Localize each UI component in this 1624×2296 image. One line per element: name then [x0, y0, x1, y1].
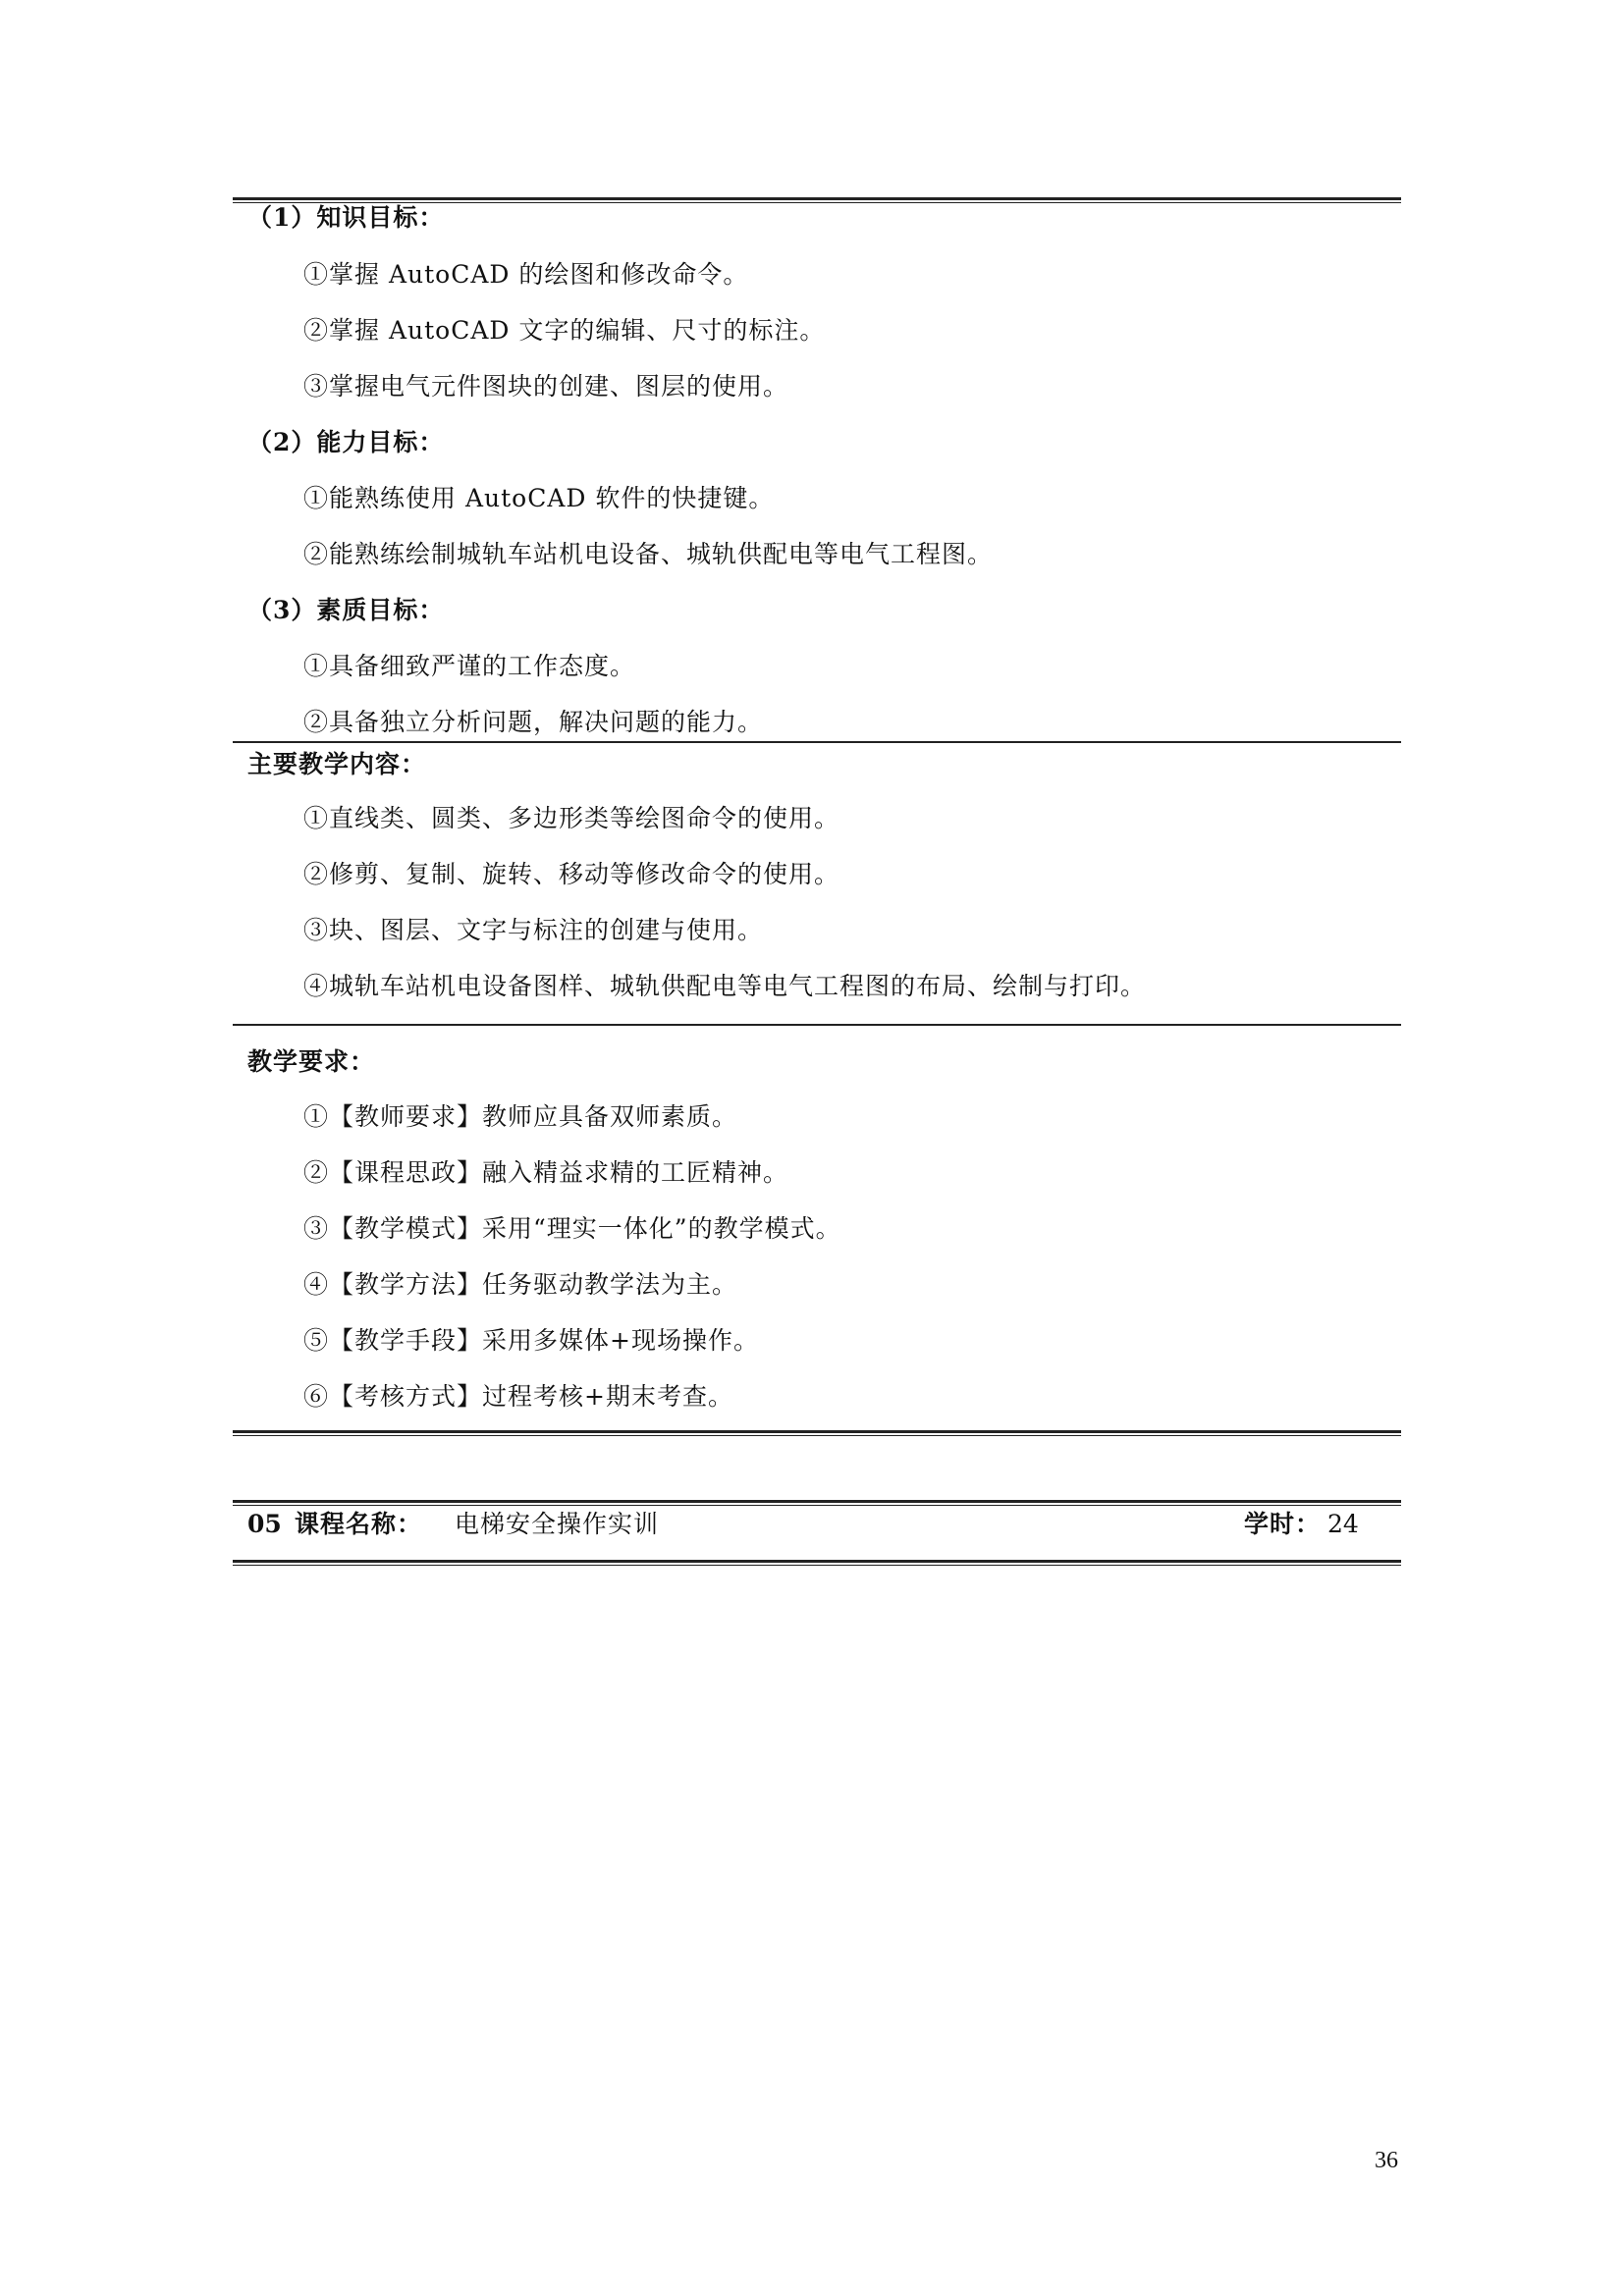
course-hours-label: 学时：: [1244, 1510, 1322, 1538]
ability-objective-item: ②能熟练绘制城轨车站机电设备、城轨供配电等电气工程图。: [303, 540, 994, 568]
course-name: 电梯安全操作实训: [455, 1510, 660, 1538]
section-divider: [233, 741, 1401, 743]
section-divider: [233, 1024, 1401, 1026]
ability-objectives-heading: （2）能力目标：: [247, 428, 445, 456]
main-content-item: ④城轨车站机电设备图样、城轨供配电等电气工程图的布局、绘制与打印。: [303, 972, 1147, 1000]
course-header-bottom-rule: [233, 1560, 1401, 1566]
main-content-item: ②修剪、复制、旋转、移动等修改命令的使用。: [303, 860, 840, 888]
knowledge-objective-item: ②掌握 AutoCAD 文字的编辑、尺寸的标注。: [303, 316, 826, 345]
knowledge-objective-item: ③掌握电气元件图块的创建、图层的使用。: [303, 372, 789, 400]
requirements-heading: 教学要求：: [247, 1047, 376, 1076]
course-name-label: 课程名称：: [295, 1510, 423, 1538]
course-number: 05: [247, 1510, 282, 1538]
course-header-top-rule: [233, 1500, 1401, 1506]
page-number: 36: [1375, 2148, 1398, 2173]
main-content-item: ③块、图层、文字与标注的创建与使用。: [303, 916, 764, 944]
knowledge-objectives-heading: （1）知识目标：: [247, 203, 445, 232]
ability-objective-item: ①能熟练使用 AutoCAD 软件的快捷键。: [303, 484, 775, 512]
requirement-item: ⑥【考核方式】过程考核+期末考查。: [303, 1382, 733, 1411]
requirement-item: ⑤【教学手段】采用多媒体+现场操作。: [303, 1326, 759, 1355]
quality-objectives-heading: （3）素质目标：: [247, 596, 445, 624]
requirement-item: ②【课程思政】融入精益求精的工匠精神。: [303, 1158, 789, 1187]
knowledge-objective-item: ①掌握 AutoCAD 的绘图和修改命令。: [303, 260, 749, 289]
course-hours-value: 24: [1327, 1510, 1359, 1538]
requirement-item: ③【教学模式】采用“理实一体化”的教学模式。: [303, 1214, 841, 1243]
quality-objective-item: ①具备细致严谨的工作态度。: [303, 652, 636, 680]
requirement-item: ④【教学方法】任务驱动教学法为主。: [303, 1270, 738, 1299]
main-content-item: ①直线类、圆类、多边形类等绘图命令的使用。: [303, 804, 840, 832]
section-bottom-rule: [233, 1430, 1401, 1436]
requirement-item: ①【教师要求】教师应具备双师素质。: [303, 1102, 738, 1131]
quality-objective-item: ②具备独立分析问题，解决问题的能力。: [303, 708, 764, 736]
main-content-heading: 主要教学内容：: [247, 750, 427, 778]
